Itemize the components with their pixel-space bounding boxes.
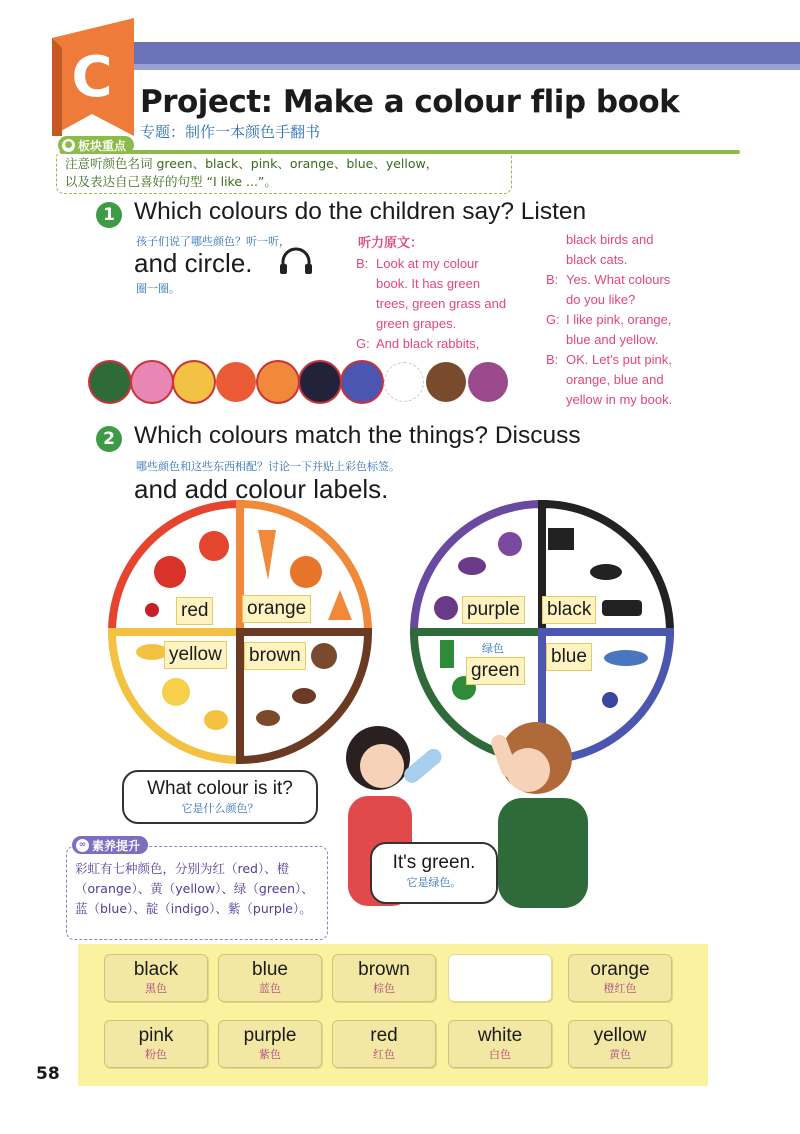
- paint-splat[interactable]: [342, 362, 382, 402]
- keypoint-box: [56, 150, 512, 194]
- sticker-brown[interactable]: [332, 954, 436, 1002]
- script-line: G: And black rabbits,: [356, 336, 480, 351]
- keypoint-line1: 注意听颜色名词 green、black、pink、orange、blue、yellow，: [65, 156, 439, 171]
- speech-bubble-question: [122, 770, 318, 824]
- task2-number: 2: [96, 426, 122, 452]
- lemon-icon: [204, 710, 228, 730]
- script-line: B: Yes. What colours: [546, 272, 671, 287]
- paint-splat[interactable]: [258, 362, 298, 402]
- sticker-cn-label: 蓝色: [259, 982, 281, 995]
- paint-splat[interactable]: [384, 362, 424, 402]
- script-line: blue and yellow.: [566, 332, 659, 347]
- sticker-blank[interactable]: [448, 954, 552, 1002]
- page-number: 58: [36, 1064, 60, 1084]
- paint-splat[interactable]: [468, 362, 508, 402]
- script-line: do you like?: [566, 292, 636, 307]
- headphones-icon: [278, 246, 314, 276]
- script-line: green grapes.: [376, 316, 457, 331]
- paint-splat[interactable]: [90, 362, 130, 402]
- wheel-label-orange[interactable]: orange: [242, 595, 311, 623]
- script-line: black birds and: [566, 232, 654, 247]
- wheel-label-brown[interactable]: brown: [244, 642, 306, 670]
- paint-splat[interactable]: [174, 362, 214, 402]
- sticker-pink[interactable]: [104, 1020, 208, 1068]
- speech-bubble-answer: [370, 842, 498, 904]
- sticker-label: yellow: [593, 1025, 647, 1046]
- listening-script-left: [356, 254, 546, 354]
- bear-icon: [311, 643, 337, 669]
- sticker-cn-label: 黄色: [609, 1048, 631, 1061]
- page-title: Project: Make a colour flip book: [140, 84, 680, 120]
- task1-question-cn2: 圈一圈。: [136, 282, 180, 295]
- sticker-label: orange: [590, 959, 650, 980]
- paint-splat[interactable]: [132, 362, 172, 402]
- sticker-label: pink: [138, 1025, 174, 1046]
- sticker-label: purple: [243, 1025, 297, 1046]
- wheel-label-black[interactable]: black: [542, 596, 596, 624]
- quality-box: [66, 846, 328, 940]
- script-line: B: OK. Let's put pink,: [546, 352, 672, 367]
- sticker-cn-label: 紫色: [259, 1048, 281, 1061]
- girl-body-icon: [498, 798, 588, 908]
- whale-icon: [604, 650, 648, 666]
- script-line: black cats.: [566, 252, 628, 267]
- listening-script-label: 听力原文：: [358, 236, 424, 251]
- header-banner-stripe: [60, 64, 800, 70]
- script-line: book. It has green: [376, 276, 481, 291]
- script-line: orange, blue and: [566, 372, 664, 387]
- sticker-label: [449, 955, 551, 957]
- page-subtitle: 专题：制作一本颜色手翻书: [140, 123, 321, 141]
- paint-splat[interactable]: [300, 362, 340, 402]
- keypoint-tag-label: 板块重点: [78, 138, 127, 153]
- script-line: G: I like pink, orange,: [546, 312, 672, 327]
- script-line: trees, green grass and: [376, 296, 507, 311]
- sticker-label: blue: [252, 959, 288, 980]
- cactus-icon: [440, 640, 454, 668]
- sticker-orange[interactable]: [568, 954, 672, 1002]
- task2-question-line1: Which colours match the things? Discuss: [134, 422, 581, 449]
- car-icon: [602, 600, 642, 616]
- sun-icon: [162, 678, 190, 706]
- task1-question-line2: and circle.: [134, 248, 253, 278]
- bird-icon: [590, 564, 622, 580]
- bubble-question-cn: 它是什么颜色？: [181, 802, 259, 815]
- bubble-answer-cn: 它是绿色。: [406, 876, 462, 889]
- sticker-label: white: [477, 1025, 523, 1046]
- paint-splat[interactable]: [426, 362, 466, 402]
- header-banner: [60, 42, 800, 64]
- sticker-cn-label: 棕色: [373, 982, 395, 995]
- basketball-icon: [290, 556, 322, 588]
- sticker-label: red: [370, 1025, 398, 1046]
- sticker-white[interactable]: [448, 1020, 552, 1068]
- section-flag-icon: [52, 18, 134, 136]
- sticker-cn-label: 白色: [489, 1048, 511, 1061]
- sticker-cn-label: 橙红色: [603, 982, 637, 995]
- task1-question-line1: Which colours do the children say? Listen: [134, 198, 587, 225]
- sticker-label: black: [133, 959, 179, 980]
- apple-icon: [199, 531, 229, 561]
- sticker-red[interactable]: [332, 1020, 436, 1068]
- nut-icon: [292, 688, 316, 704]
- script-line: B: Look at my colour: [356, 256, 479, 271]
- eggplant-icon: [458, 557, 486, 575]
- sticker-yellow[interactable]: [568, 1020, 672, 1068]
- keypoint-line2: 以及表达自己喜好的句型 “I like ...”。: [65, 174, 277, 189]
- sticker-cn-label: 黑色: [145, 982, 167, 995]
- task1-number: 1: [96, 202, 122, 228]
- wheel-label-purple[interactable]: purple: [462, 596, 525, 624]
- wheel-label-green[interactable]: green: [466, 657, 525, 685]
- bulb-icon: ●: [62, 139, 75, 152]
- sticker-cn-label: 粉色: [145, 1048, 167, 1061]
- paint-splat[interactable]: [216, 362, 256, 402]
- paint-splat-row: [90, 360, 520, 406]
- quality-tag: [72, 836, 148, 854]
- sticker-purple[interactable]: [218, 1020, 322, 1068]
- green-cn-label: 绿色: [482, 642, 504, 655]
- task2-question-line2: and add colour labels.: [134, 474, 389, 504]
- task2-question-cn1: 哪些颜色和这些东西相配？讨论一下并贴上彩色标签。: [136, 460, 400, 473]
- sticker-black[interactable]: [104, 954, 208, 1002]
- wheel-label-blue[interactable]: blue: [546, 643, 592, 671]
- task1-question-cn1: 孩子们说了哪些颜色？听一听，: [136, 235, 290, 248]
- wheel-label-yellow[interactable]: yellow: [164, 641, 227, 669]
- grapes-icon: [434, 596, 458, 620]
- sticker-cn-label: 红色: [373, 1048, 395, 1061]
- script-line: yellow in my book.: [566, 392, 673, 407]
- listening-script-right: [546, 230, 716, 410]
- cat-icon: [548, 528, 574, 550]
- leaf-icon: [256, 710, 280, 726]
- wheel-label-red[interactable]: red: [176, 597, 213, 625]
- link-icon: ∞: [76, 839, 89, 852]
- sticker-label: brown: [358, 959, 410, 980]
- quality-tag-label: 素养提升: [92, 838, 141, 853]
- quality-text: 彩虹有七种颜色，分别为红（red）、橙（orange）、黄（yellow）、绿（green）、蓝（blue）、靛（indigo）、紫（purple）。: [75, 861, 314, 916]
- section-letter: C: [71, 45, 113, 110]
- bubble-question-en: What colour is it?: [147, 778, 293, 799]
- keypoint-tag: [58, 136, 134, 154]
- bubble-answer-en: It's green.: [392, 852, 476, 873]
- flower-icon: [498, 532, 522, 556]
- sticker-blue[interactable]: [218, 954, 322, 1002]
- cherry-icon: [145, 603, 159, 617]
- ladybird-icon: [154, 556, 186, 588]
